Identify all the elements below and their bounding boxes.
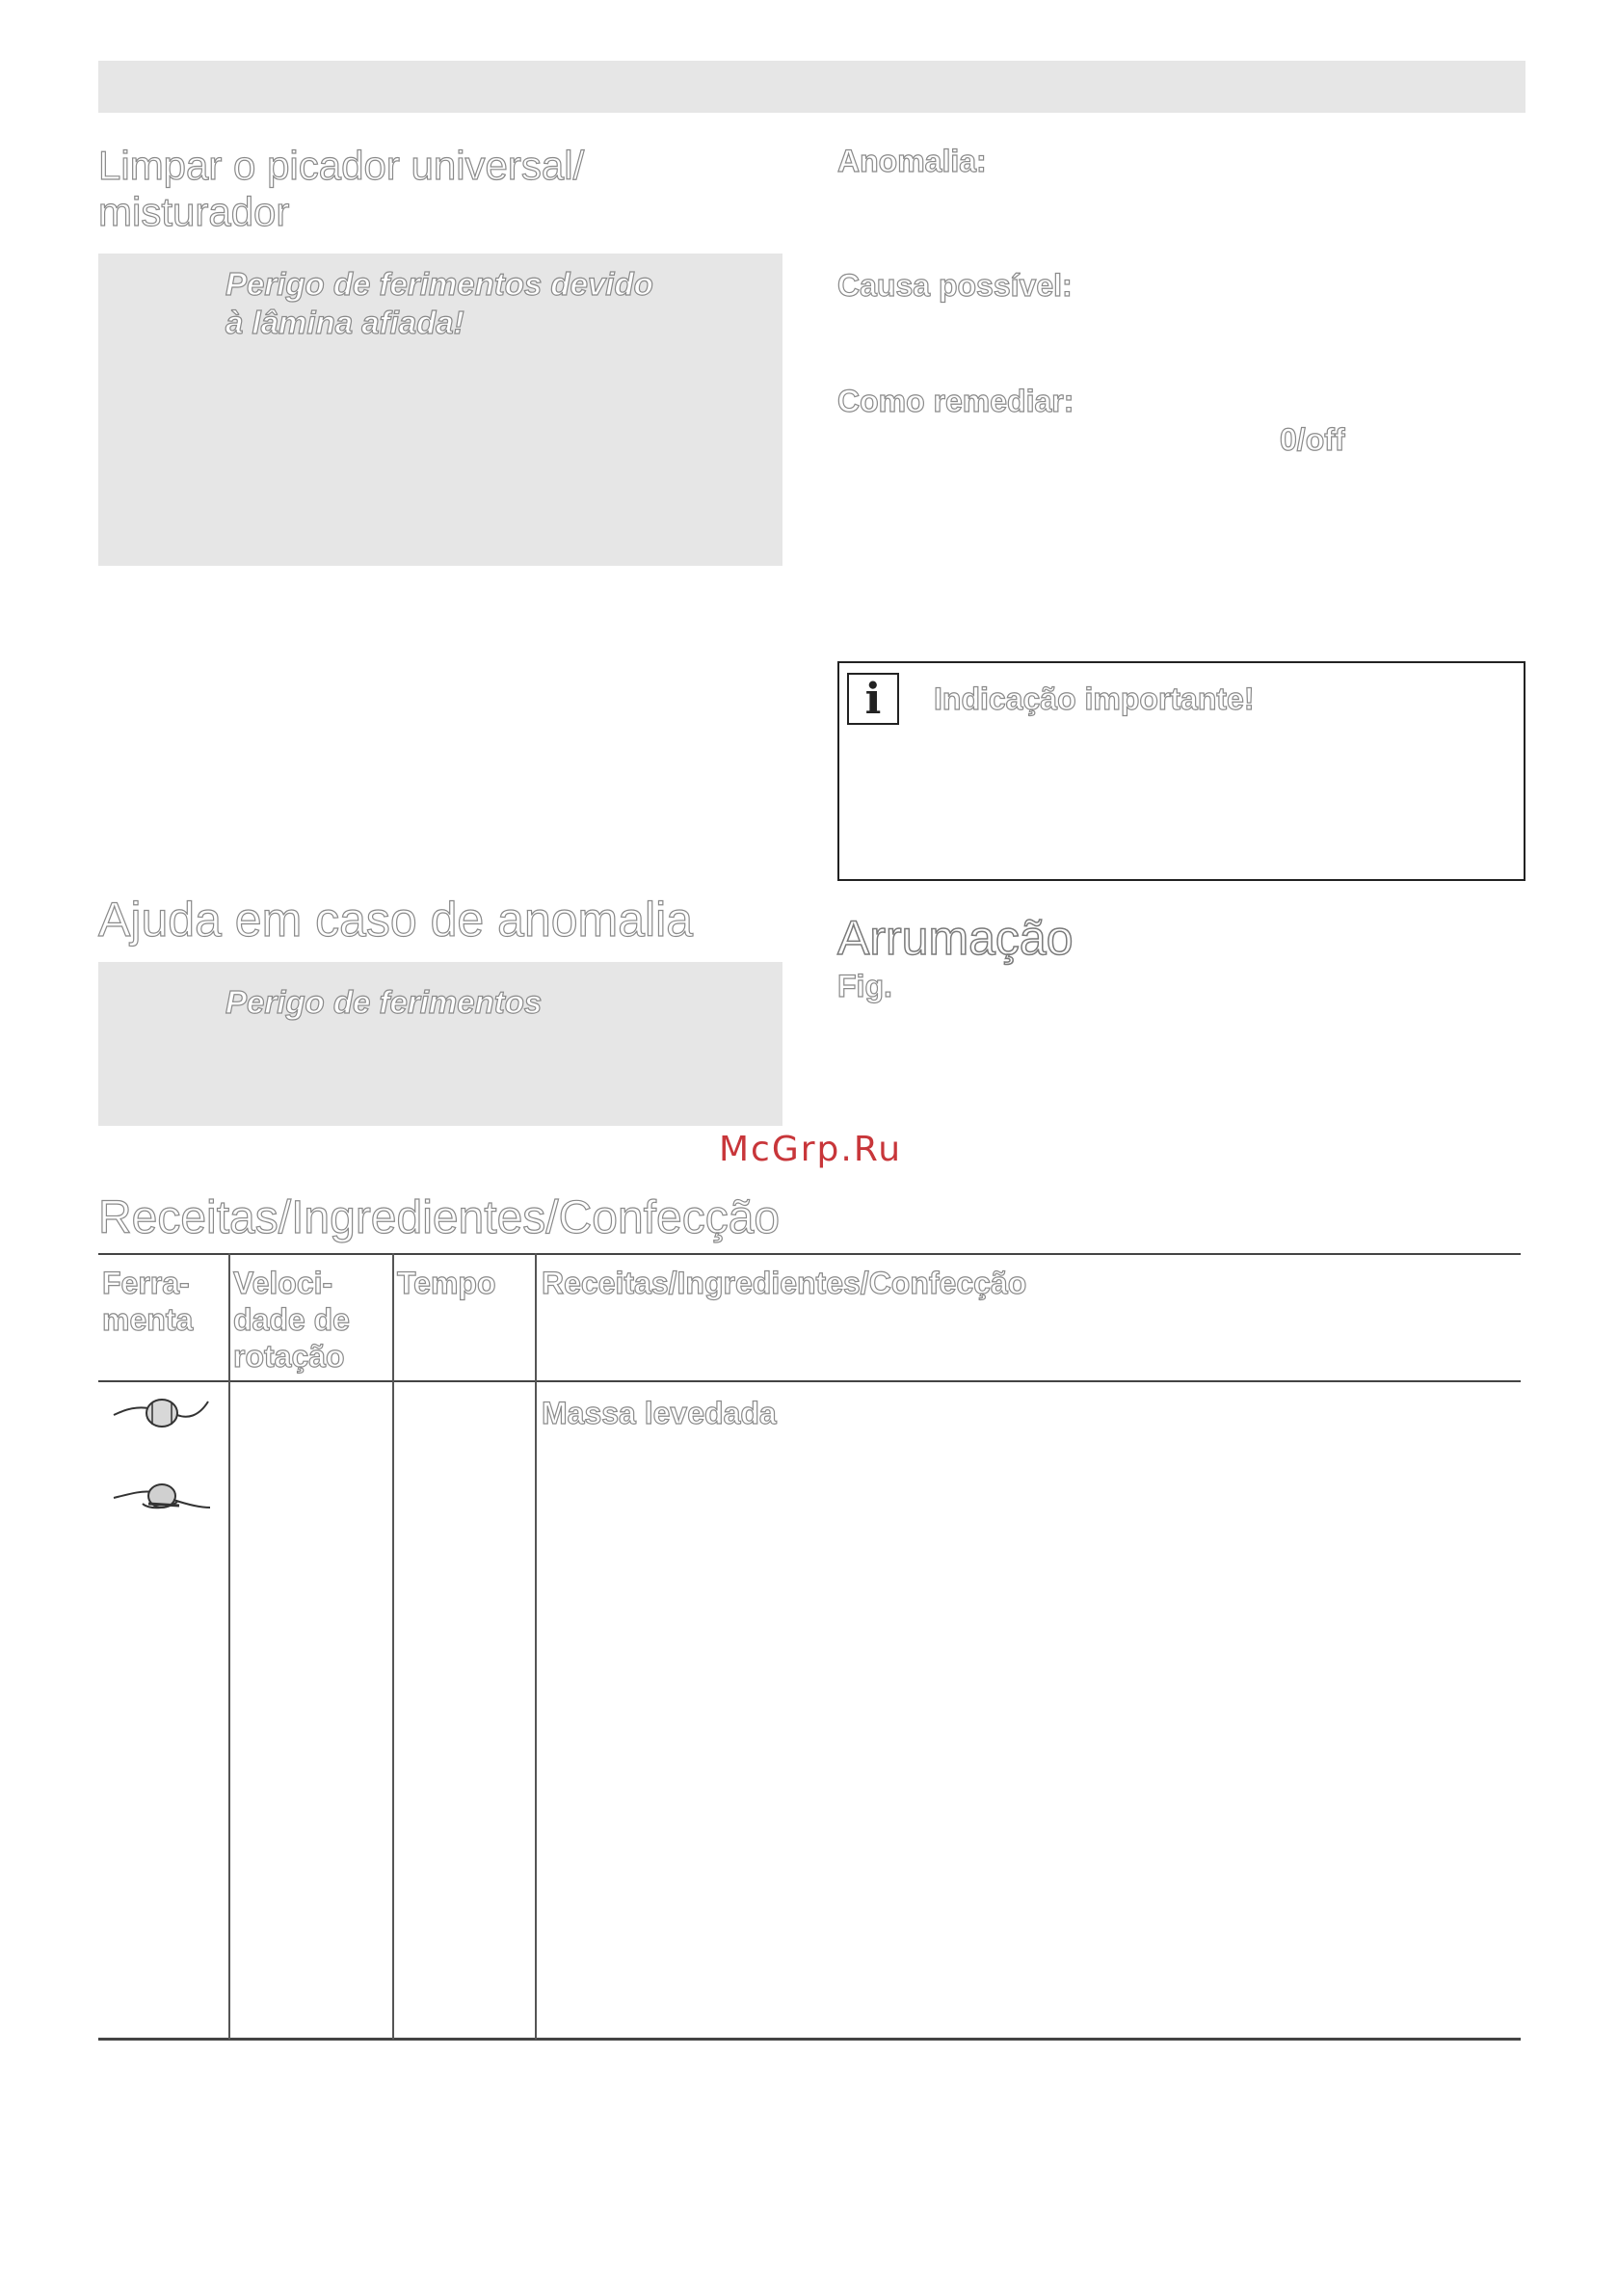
- table-header-rule: [98, 1380, 1521, 1382]
- warning-box-blade: [98, 254, 782, 566]
- cleaning-title: [98, 143, 773, 235]
- column-header-speed: Veloci- dade de rotação: [233, 1266, 350, 1374]
- dough-hook-icon: [110, 1394, 212, 1434]
- table-top-rule: [98, 1253, 1521, 1255]
- table-bottom-rule: [98, 2038, 1521, 2041]
- cause-label: Causa possível:: [837, 268, 1073, 303]
- table-col-divider-1: [228, 1253, 230, 2040]
- help-title: Ajuda em caso de anomalia: [98, 893, 694, 947]
- kneading-hook-icon: [110, 1475, 212, 1515]
- anomaly-label: Anomalia:: [837, 144, 987, 178]
- watermark: McGrp.Ru: [719, 1130, 903, 1169]
- warning-blade-line2: à lâmina afiada!: [225, 305, 464, 340]
- table-col-divider-2: [392, 1253, 394, 2040]
- table-col-divider-3: [535, 1253, 537, 2040]
- warning-box-injury: [98, 962, 782, 1126]
- header-bar: [98, 61, 1525, 113]
- recipes-title: Receitas/Ingredientes/Confecção: [98, 1192, 781, 1243]
- remedy-switch-position: 0/off: [1280, 422, 1345, 457]
- info-icon: i: [847, 673, 899, 725]
- recipe-yeast-dough: Massa levedada: [542, 1396, 777, 1430]
- fig-label: Fig.: [837, 969, 892, 1003]
- cleaning-title-line1: Limpar o picador universal/: [98, 143, 585, 188]
- column-header-time: Tempo: [397, 1266, 496, 1300]
- storage-title: Arrumação: [837, 911, 1074, 965]
- important-note-box: [837, 661, 1525, 881]
- cleaning-title-line2: misturador: [98, 189, 290, 234]
- column-header-tool: Ferra- menta: [102, 1266, 194, 1337]
- warning-blade-line1: Perigo de ferimentos devido: [225, 266, 653, 302]
- important-note-title: Indicação importante!: [934, 681, 1255, 716]
- remedy-label: Como remediar:: [837, 384, 1074, 418]
- warning-injury-text: Perigo de ferimentos: [225, 984, 543, 1020]
- column-header-recipes: Receitas/Ingredientes/Confecção: [542, 1266, 1027, 1300]
